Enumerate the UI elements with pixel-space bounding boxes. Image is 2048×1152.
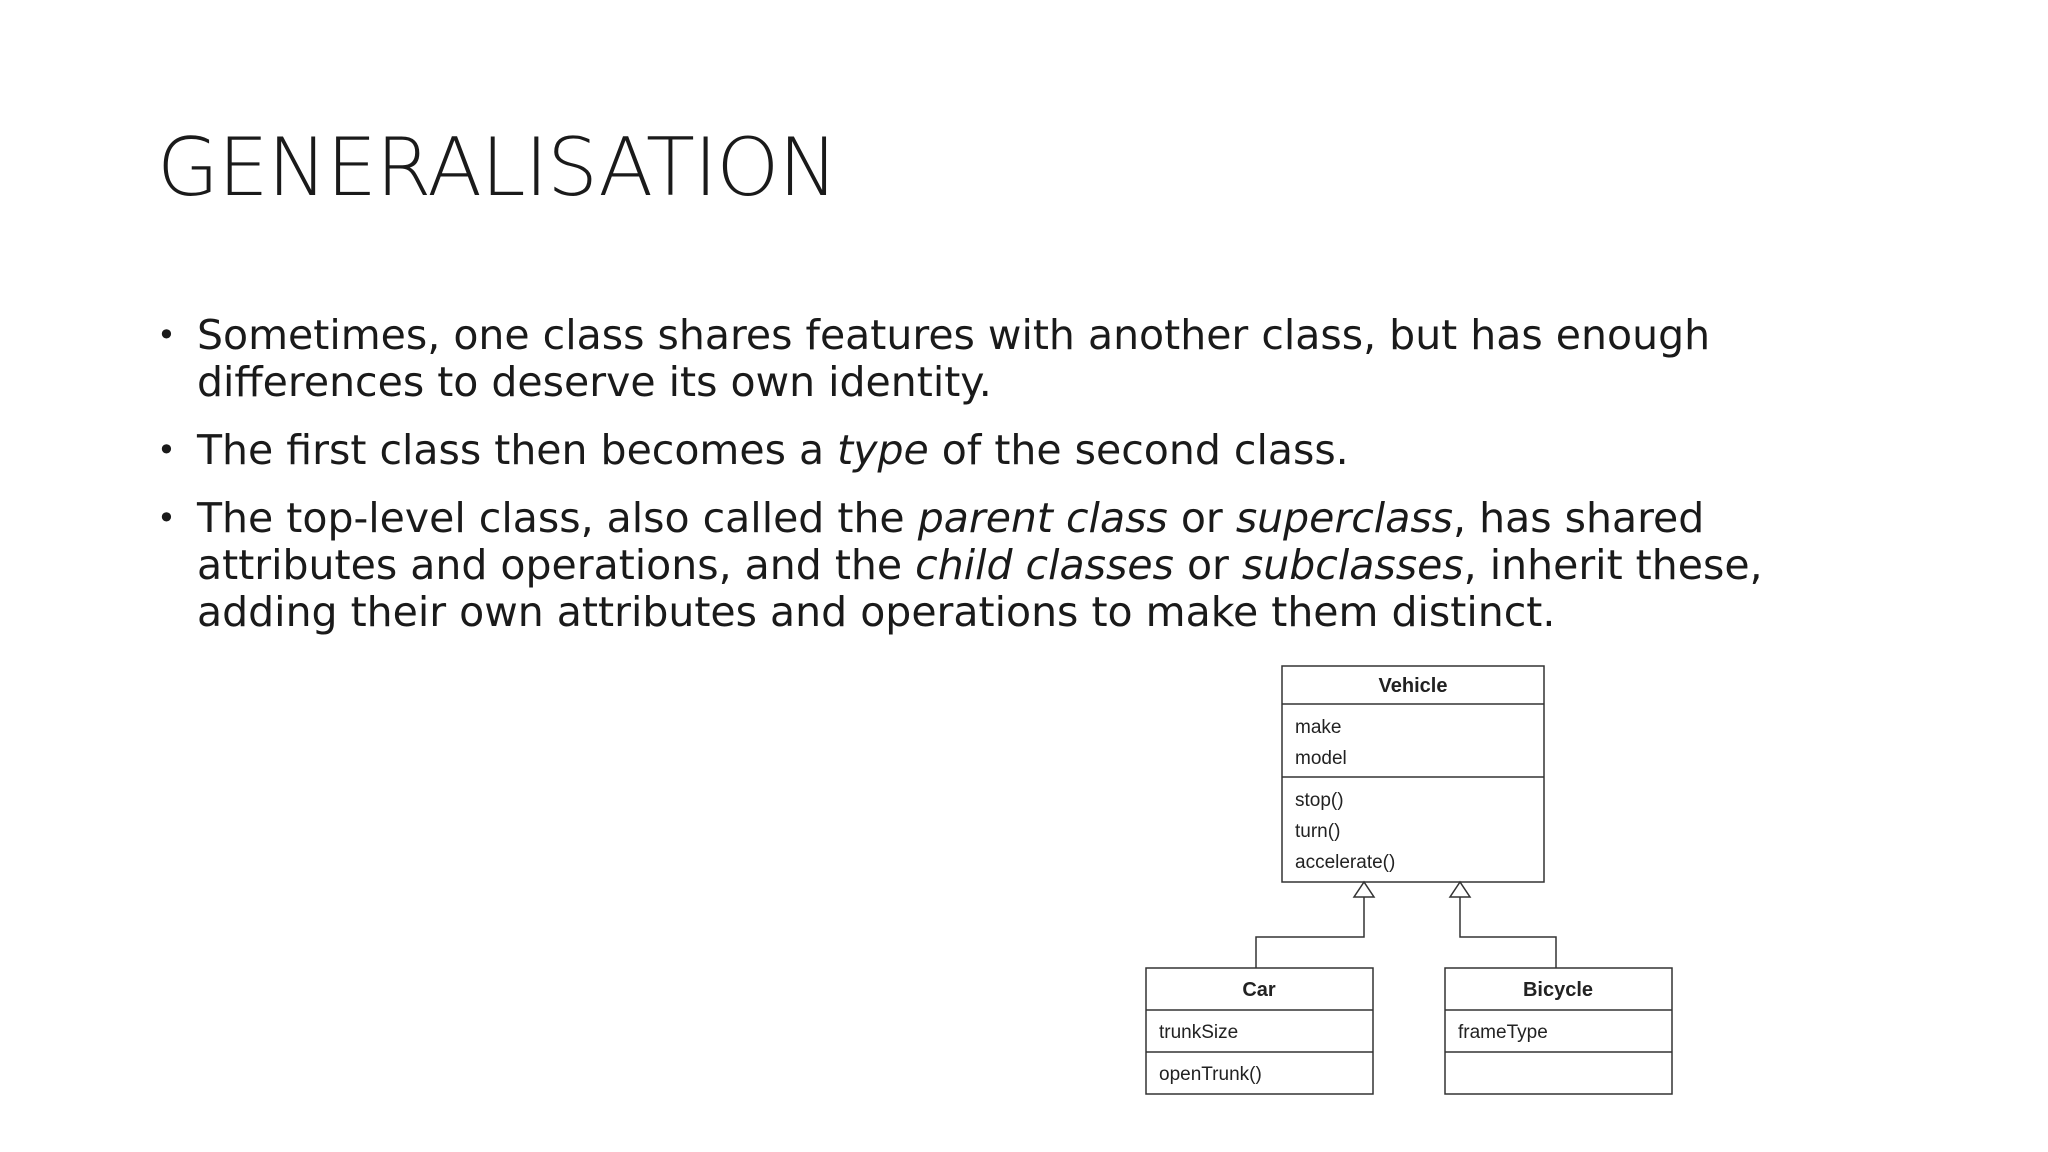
attribute: trunkSize <box>1159 1022 1239 1043</box>
generalization-bicycle <box>1450 882 1556 968</box>
attribute: model <box>1295 748 1347 769</box>
operation: stop() <box>1295 790 1344 811</box>
bullet-dot-icon: • <box>157 431 176 469</box>
bullet-text: or <box>1167 494 1236 542</box>
bullet-dot-icon: • <box>157 316 176 354</box>
operation: openTrunk() <box>1159 1064 1262 1085</box>
bullet-list <box>157 312 1907 657</box>
connector-line <box>1460 897 1556 968</box>
bullet-text-italic: superclass <box>1235 494 1454 542</box>
bullet-text: or <box>1173 541 1242 589</box>
uml-diagram-svg <box>1140 660 1680 1100</box>
class-name: Bicycle <box>1522 979 1594 1001</box>
bullet-text-italic: subclasses <box>1241 541 1464 589</box>
attribute: frameType <box>1458 1022 1548 1043</box>
connector-line <box>1256 897 1364 968</box>
hollow-triangle-icon <box>1354 882 1374 897</box>
bullet-dot-icon: • <box>157 499 176 537</box>
operation: turn() <box>1295 821 1341 842</box>
bullet-item <box>157 495 1907 636</box>
bullet-text: of the second class. <box>928 426 1349 474</box>
class-name: Vehicle <box>1378 675 1448 697</box>
class-vehicle <box>1282 666 1544 882</box>
uml-class-diagram <box>1140 660 1680 1100</box>
class-box <box>1282 666 1544 882</box>
attribute: make <box>1295 717 1342 738</box>
bullet-text-italic: parent class <box>917 494 1168 542</box>
bullet-text: , inherit these, adding their own attributes and operations to make them distinct. <box>197 541 1763 636</box>
class-bicycle <box>1445 968 1672 1094</box>
class-name: Car <box>1242 979 1276 1001</box>
generalization-car <box>1256 882 1374 968</box>
hollow-triangle-icon <box>1450 882 1470 897</box>
bullet-text: The top-level class, also called the <box>197 494 918 542</box>
class-car <box>1146 968 1373 1094</box>
bullet-item <box>157 312 1907 406</box>
bullet-text-italic: type <box>837 426 929 474</box>
operation: accelerate() <box>1295 852 1396 873</box>
bullet-item <box>157 427 1907 474</box>
slide-title: GENERALISATION <box>157 121 838 214</box>
bullet-text: , has shared attributes and operations, and the <box>197 494 1705 589</box>
bullet-text-italic: child classes <box>915 541 1174 589</box>
bullet-text: Sometimes, one class shares features with another class, but has enough differences to deserve its own identity. <box>197 311 1711 406</box>
bullet-text: The first class then becomes a <box>197 426 838 474</box>
